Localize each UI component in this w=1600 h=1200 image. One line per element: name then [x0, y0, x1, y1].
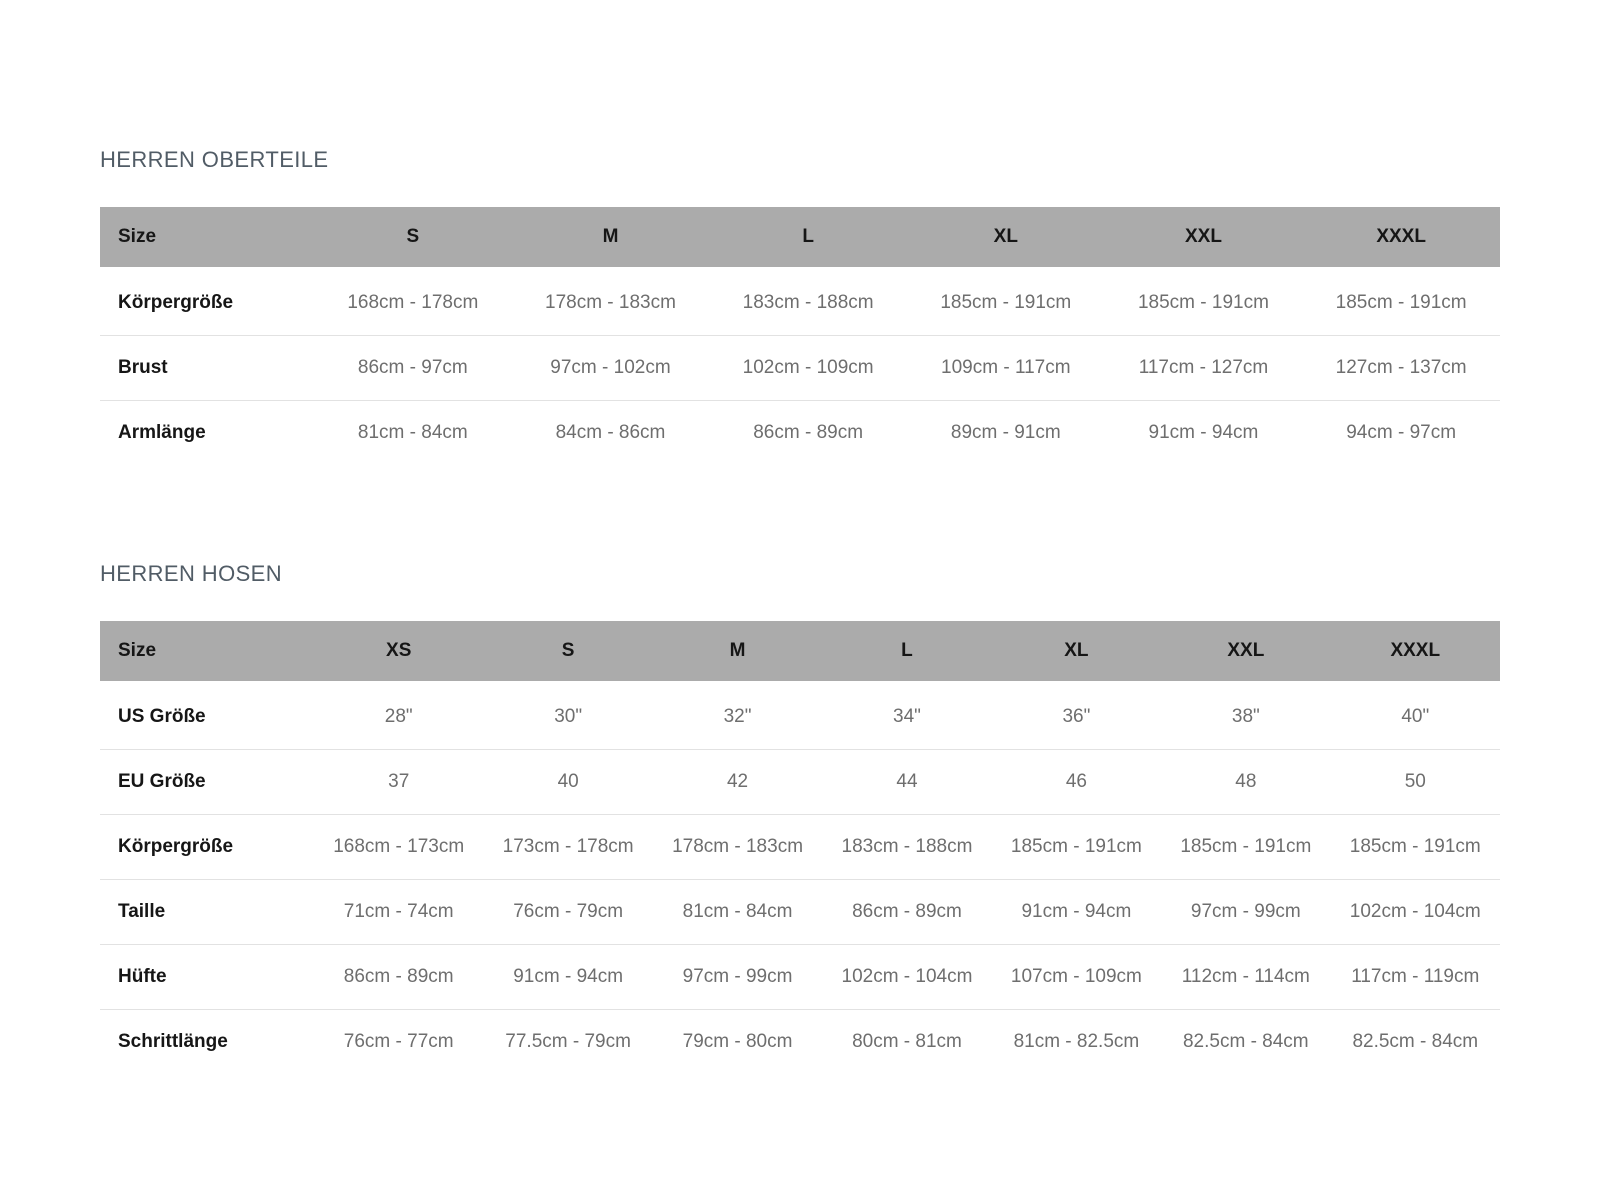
row-label-hufte: Hüfte — [100, 944, 314, 1009]
size-value: 44 — [822, 749, 991, 814]
table-row — [100, 749, 1500, 814]
size-value: 112cm - 114cm — [1161, 944, 1330, 1009]
table-row — [100, 879, 1500, 944]
size-value: 48 — [1161, 749, 1330, 814]
size-value: 185cm - 191cm — [1161, 814, 1330, 879]
size-value: 86cm - 97cm — [314, 335, 512, 400]
size-value: 80cm - 81cm — [822, 1009, 991, 1074]
size-value: 50 — [1331, 749, 1500, 814]
table-header — [100, 207, 1500, 271]
size-value: 42 — [653, 749, 822, 814]
size-value: 89cm - 91cm — [907, 400, 1105, 465]
table-body — [100, 685, 1500, 1074]
size-value: 76cm - 77cm — [314, 1009, 483, 1074]
table-header — [100, 621, 1500, 685]
size-value: 183cm - 188cm — [822, 814, 991, 879]
header-row — [100, 621, 1500, 685]
column-header-l: L — [709, 207, 907, 271]
size-value: 86cm - 89cm — [709, 400, 907, 465]
size-value: 76cm - 79cm — [483, 879, 652, 944]
row-label-eu-grosse: EU Größe — [100, 749, 314, 814]
row-label-korpergrosse: Körpergröße — [118, 292, 234, 313]
size-value: 86cm - 89cm — [314, 944, 483, 1009]
size-value: 36" — [1062, 706, 1091, 727]
row-label-us-grosse: US Größe — [118, 706, 206, 727]
column-header-xxl: XXL — [1161, 621, 1330, 685]
size-value: 82.5cm - 84cm — [1161, 1009, 1330, 1074]
column-header-size: Size — [100, 621, 314, 685]
column-header-s: S — [314, 207, 512, 271]
table-row — [100, 944, 1500, 1009]
size-table-herren-oberteile — [100, 207, 1500, 465]
table-row — [100, 271, 1500, 335]
size-value: 178cm - 183cm — [545, 292, 676, 313]
table-row — [100, 685, 1500, 749]
size-value: 40" — [1401, 706, 1430, 727]
size-value: 28" — [384, 706, 413, 727]
size-value: 94cm - 97cm — [1302, 400, 1500, 465]
size-value: 32" — [723, 706, 752, 727]
section-herren-hosen — [100, 560, 1500, 1074]
size-value: 107cm - 109cm — [992, 944, 1161, 1009]
size-value: 37 — [314, 749, 483, 814]
table-row — [100, 814, 1500, 879]
row-label-korpergrosse: Körpergröße — [100, 814, 314, 879]
size-value: 117cm - 119cm — [1331, 944, 1500, 1009]
size-value: 82.5cm - 84cm — [1331, 1009, 1500, 1074]
size-value: 168cm - 178cm — [347, 292, 479, 313]
column-header-s: S — [483, 621, 652, 685]
section-title-herren-oberteile: HERREN OBERTEILE — [100, 147, 329, 172]
table-row — [100, 1009, 1500, 1074]
column-header-xs: XS — [314, 621, 483, 685]
row-label-schrittlange: Schrittlänge — [100, 1009, 314, 1074]
size-value: 127cm - 137cm — [1302, 335, 1500, 400]
size-value: 38" — [1231, 706, 1260, 727]
size-value: 185cm - 191cm — [1331, 814, 1500, 879]
size-value: 168cm - 173cm — [314, 814, 483, 879]
size-value: 185cm - 191cm — [992, 814, 1161, 879]
row-label-armlange: Armlänge — [100, 400, 314, 465]
column-header-m: M — [653, 621, 822, 685]
section-herren-oberteile — [100, 146, 1500, 465]
size-value: 84cm - 86cm — [512, 400, 710, 465]
size-value: 79cm - 80cm — [653, 1009, 822, 1074]
size-value: 81cm - 84cm — [314, 400, 512, 465]
size-value: 109cm - 117cm — [907, 335, 1105, 400]
size-value: 178cm - 183cm — [653, 814, 822, 879]
column-header-l: L — [822, 621, 991, 685]
size-value: 34" — [893, 706, 921, 727]
table-row — [100, 335, 1500, 400]
column-header-m: M — [512, 207, 710, 271]
size-value: 102cm - 104cm — [822, 944, 991, 1009]
table-body — [100, 271, 1500, 465]
size-value: 97cm - 99cm — [653, 944, 822, 1009]
size-value: 117cm - 127cm — [1105, 335, 1303, 400]
size-value: 81cm - 82.5cm — [992, 1009, 1161, 1074]
size-value: 102cm - 104cm — [1331, 879, 1500, 944]
column-header-xl: XL — [907, 207, 1105, 271]
size-value: 40 — [483, 749, 652, 814]
header-row — [100, 207, 1500, 271]
column-header-xxxl: XXXL — [1331, 621, 1500, 685]
size-value: 71cm - 74cm — [314, 879, 483, 944]
size-value: 97cm - 99cm — [1161, 879, 1330, 944]
column-header-xl: XL — [992, 621, 1161, 685]
size-value: 46 — [992, 749, 1161, 814]
size-table-herren-hosen — [100, 621, 1500, 1074]
row-label-taille: Taille — [100, 879, 314, 944]
size-value: 102cm - 109cm — [709, 335, 907, 400]
size-value: 183cm - 188cm — [742, 292, 874, 313]
column-header-size: Size — [100, 207, 314, 271]
size-value: 91cm - 94cm — [1105, 400, 1303, 465]
column-header-xxxl: XXXL — [1302, 207, 1500, 271]
size-value: 173cm - 178cm — [483, 814, 652, 879]
size-value: 77.5cm - 79cm — [483, 1009, 652, 1074]
size-value: 30" — [554, 706, 583, 727]
row-label-brust: Brust — [100, 335, 314, 400]
size-value: 91cm - 94cm — [992, 879, 1161, 944]
size-value: 97cm - 102cm — [512, 335, 710, 400]
size-value: 185cm - 191cm — [1335, 292, 1467, 313]
size-value: 81cm - 84cm — [653, 879, 822, 944]
column-header-xxl: XXL — [1105, 207, 1303, 271]
size-value: 86cm - 89cm — [822, 879, 991, 944]
size-value: 91cm - 94cm — [483, 944, 652, 1009]
size-value: 185cm - 191cm — [1137, 292, 1269, 313]
size-value: 185cm - 191cm — [940, 292, 1072, 313]
table-row — [100, 400, 1500, 465]
section-title-herren-hosen: HERREN HOSEN — [100, 561, 283, 586]
